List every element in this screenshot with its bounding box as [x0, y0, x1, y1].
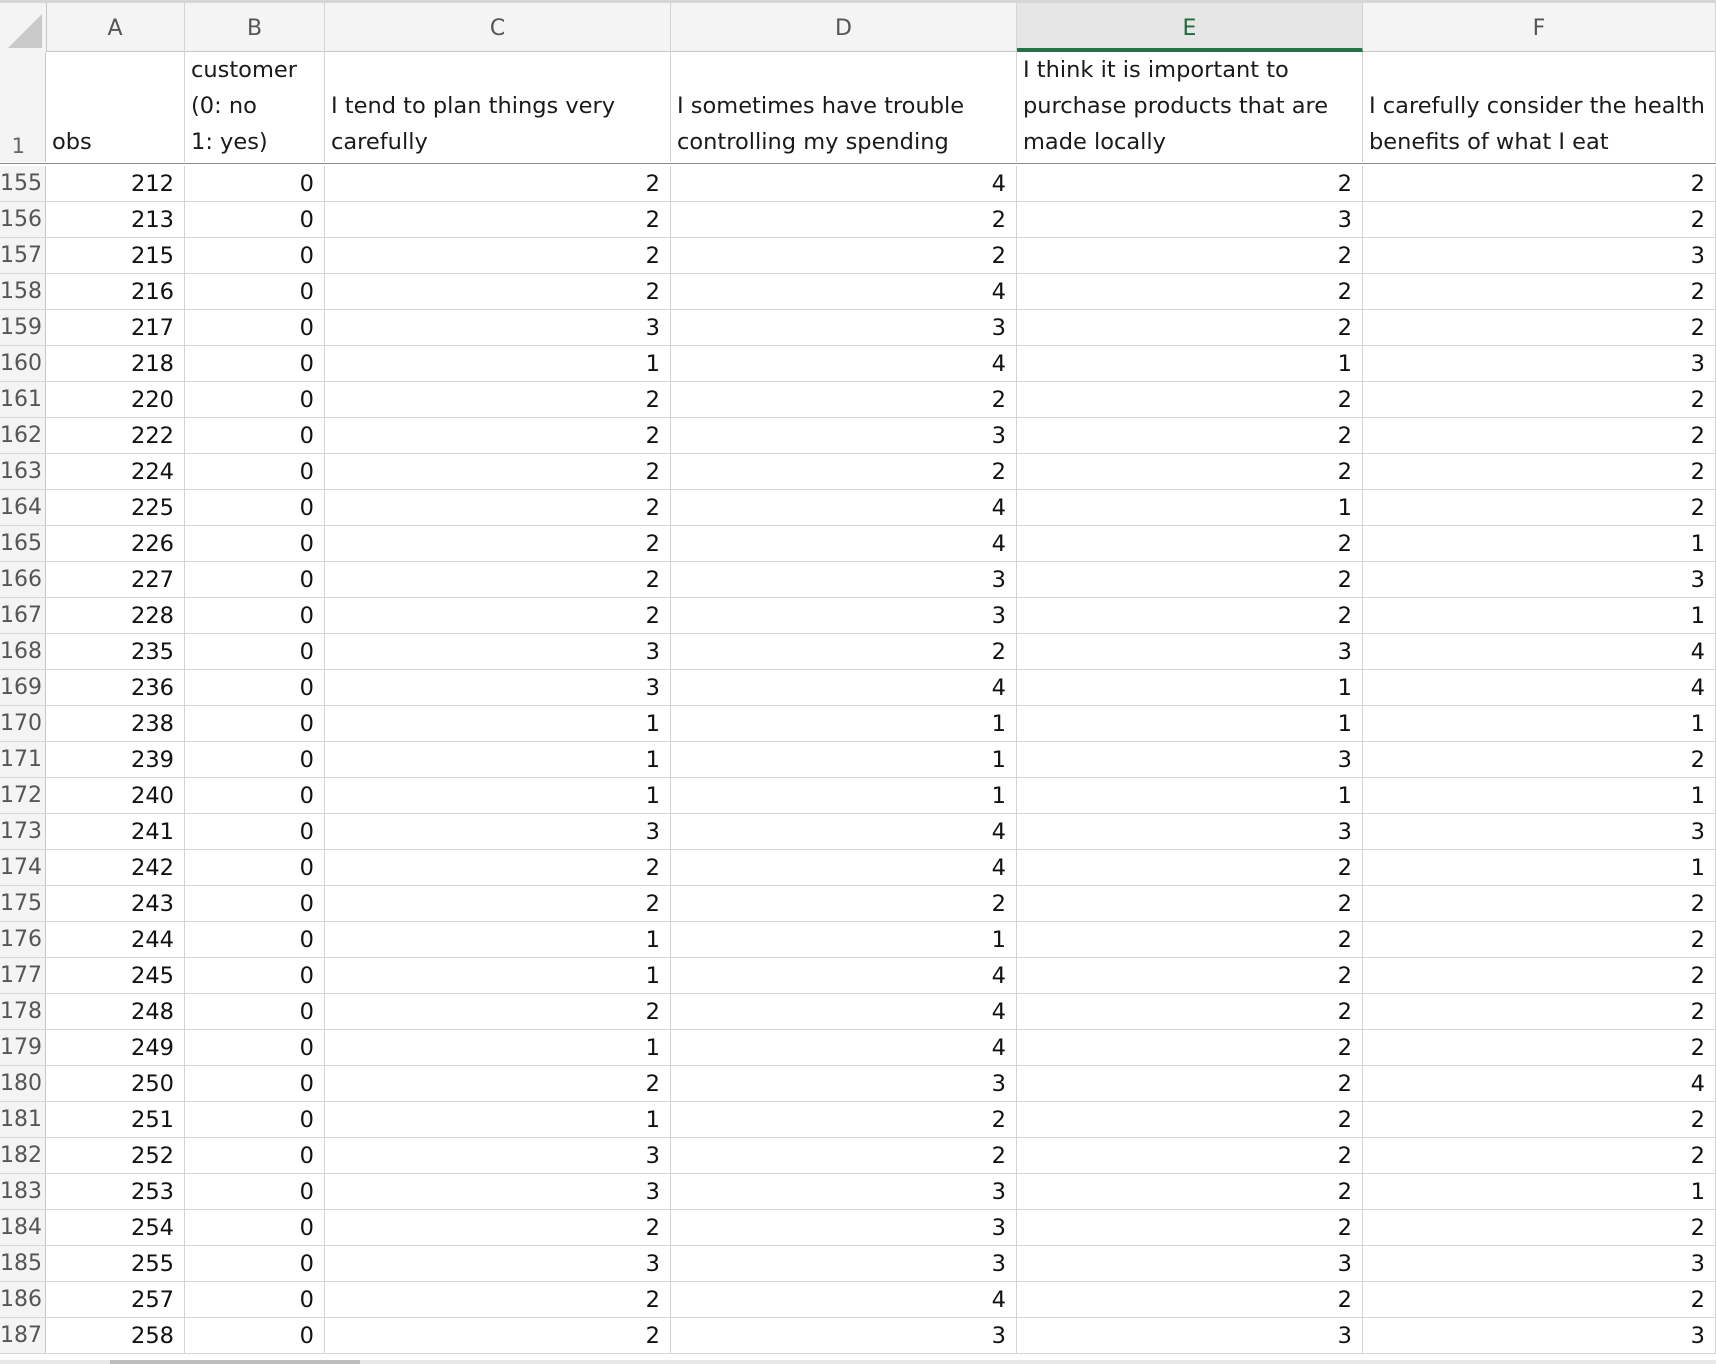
cell-f[interactable]: 2 [1363, 1030, 1716, 1065]
table-row [0, 526, 1716, 562]
cell-b[interactable]: 0 [185, 238, 325, 273]
cell-d[interactable]: 1 [671, 922, 1017, 957]
row-number[interactable]: 158 [0, 274, 46, 309]
cell-c[interactable]: 2 [325, 1210, 671, 1245]
cell-e[interactable]: 2 [1017, 274, 1363, 309]
cell-b[interactable]: 0 [185, 310, 325, 345]
table-row [0, 454, 1716, 490]
cell-c[interactable]: 2 [325, 238, 671, 273]
cell-c[interactable]: 1 [325, 922, 671, 957]
cell-c[interactable]: 1 [325, 742, 671, 777]
cell-a[interactable]: 243 [46, 886, 185, 921]
cell-e[interactable]: 2 [1017, 1030, 1363, 1065]
cell-f[interactable]: 3 [1363, 1318, 1716, 1353]
cell-b[interactable]: 0 [185, 346, 325, 381]
row-number[interactable]: 173 [0, 814, 46, 849]
cell-f[interactable]: 1 [1363, 850, 1716, 885]
cell-d[interactable]: 4 [671, 274, 1017, 309]
row-number[interactable]: 179 [0, 1030, 46, 1065]
row-number[interactable]: 180 [0, 1066, 46, 1101]
cell-d[interactable]: 3 [671, 1246, 1017, 1281]
cell-c[interactable]: 2 [325, 202, 671, 237]
cell-d[interactable]: 4 [671, 994, 1017, 1029]
select-all-corner[interactable] [0, 3, 47, 52]
column-header-c[interactable]: C [325, 3, 671, 52]
cell-c[interactable]: 2 [325, 490, 671, 525]
cell-e[interactable]: 2 [1017, 1138, 1363, 1173]
table-row [0, 994, 1716, 1030]
cell-c[interactable]: 2 [325, 994, 671, 1029]
cell-d[interactable]: 4 [671, 166, 1017, 201]
cell-a[interactable]: 258 [46, 1318, 185, 1353]
header-text-line: carefully [331, 129, 428, 155]
select-all-icon [8, 14, 42, 48]
table-row [0, 562, 1716, 598]
row-number[interactable]: 165 [0, 526, 46, 561]
cell-a[interactable]: 228 [46, 598, 185, 633]
header-text-line: (0: no [191, 93, 257, 119]
cell-f[interactable]: 1 [1363, 598, 1716, 633]
header-text-line: I carefully consider the health [1369, 93, 1705, 119]
cell-e[interactable]: 1 [1017, 778, 1363, 813]
table-row [0, 238, 1716, 274]
table-row [0, 1318, 1716, 1354]
cell-e[interactable]: 2 [1017, 382, 1363, 417]
cell-f[interactable]: 2 [1363, 922, 1716, 957]
cell-d[interactable]: 3 [671, 310, 1017, 345]
cell-f[interactable]: 3 [1363, 562, 1716, 597]
cell-a[interactable]: 250 [46, 1066, 185, 1101]
cell-f[interactable]: 2 [1363, 310, 1716, 345]
header-text-line: purchase products that are [1023, 93, 1329, 119]
cell-d[interactable]: 4 [671, 1030, 1017, 1065]
cell-f[interactable]: 2 [1363, 958, 1716, 993]
cell-c[interactable]: 2 [325, 850, 671, 885]
cell-b[interactable]: 0 [185, 742, 325, 777]
cell-c[interactable]: 1 [325, 1102, 671, 1137]
cell-d[interactable]: 4 [671, 670, 1017, 705]
table-row [0, 1282, 1716, 1318]
cell-b[interactable]: 0 [185, 382, 325, 417]
cell-b[interactable]: 0 [185, 202, 325, 237]
column-header-bar [0, 0, 1716, 52]
header-text-line: made locally [1023, 129, 1166, 155]
cell-a[interactable]: 226 [46, 526, 185, 561]
cell-f[interactable]: 1 [1363, 1174, 1716, 1209]
cell-a[interactable]: 242 [46, 850, 185, 885]
cell-f[interactable]: 3 [1363, 238, 1716, 273]
row-number[interactable]: 155 [0, 166, 46, 201]
cell-d[interactable]: 3 [671, 562, 1017, 597]
cell-a[interactable]: 238 [46, 706, 185, 741]
cell-f[interactable]: 1 [1363, 778, 1716, 813]
table-row [0, 1210, 1716, 1246]
cell-b[interactable]: 0 [185, 490, 325, 525]
cell-b[interactable]: 0 [185, 1210, 325, 1245]
cell-c[interactable]: 1 [325, 958, 671, 993]
cell-f[interactable]: 4 [1363, 670, 1716, 705]
row-number[interactable]: 183 [0, 1174, 46, 1209]
cell-d[interactable]: 3 [671, 418, 1017, 453]
cell-e[interactable]: 2 [1017, 598, 1363, 633]
row-number[interactable]: 166 [0, 562, 46, 597]
row-number[interactable]: 177 [0, 958, 46, 993]
cell-e[interactable]: 2 [1017, 310, 1363, 345]
cell-e[interactable]: 3 [1017, 1318, 1363, 1353]
cell-a[interactable]: 239 [46, 742, 185, 777]
header-text-line: obs [52, 129, 92, 155]
cell-d[interactable]: 2 [671, 1102, 1017, 1137]
cell-d[interactable]: 1 [671, 706, 1017, 741]
row-number[interactable]: 186 [0, 1282, 46, 1317]
table-row [0, 1138, 1716, 1174]
header-cell-d[interactable] [671, 52, 1017, 162]
cell-d[interactable]: 1 [671, 742, 1017, 777]
cell-e[interactable]: 3 [1017, 742, 1363, 777]
cell-c[interactable]: 2 [325, 886, 671, 921]
cell-b[interactable]: 0 [185, 166, 325, 201]
cell-b[interactable]: 0 [185, 562, 325, 597]
cell-e[interactable]: 2 [1017, 994, 1363, 1029]
cell-e[interactable]: 2 [1017, 526, 1363, 561]
cell-c[interactable]: 3 [325, 814, 671, 849]
cell-b[interactable]: 0 [185, 1066, 325, 1101]
row-number[interactable]: 169 [0, 670, 46, 705]
cell-a[interactable]: 244 [46, 922, 185, 957]
row-number[interactable]: 167 [0, 598, 46, 633]
cell-a[interactable]: 224 [46, 454, 185, 489]
row-number[interactable]: 164 [0, 490, 46, 525]
cell-a[interactable]: 215 [46, 238, 185, 273]
cell-c[interactable]: 1 [325, 1030, 671, 1065]
cell-b[interactable]: 0 [185, 1138, 325, 1173]
cell-d[interactable]: 2 [671, 634, 1017, 669]
header-cell-b[interactable] [185, 52, 325, 162]
cell-c[interactable]: 1 [325, 346, 671, 381]
cell-f[interactable]: 2 [1363, 1210, 1716, 1245]
cell-a[interactable]: 248 [46, 994, 185, 1029]
cell-d[interactable]: 4 [671, 526, 1017, 561]
cell-b[interactable]: 0 [185, 814, 325, 849]
table-row [0, 418, 1716, 454]
header-cell-a[interactable] [46, 52, 185, 162]
cell-a[interactable]: 212 [46, 166, 185, 201]
row-number-header[interactable]: 1 [0, 52, 46, 162]
cell-d[interactable]: 2 [671, 454, 1017, 489]
cell-c[interactable]: 3 [325, 670, 671, 705]
cell-b[interactable]: 0 [185, 634, 325, 669]
cell-e[interactable]: 2 [1017, 562, 1363, 597]
cell-e[interactable]: 2 [1017, 418, 1363, 453]
cell-d[interactable]: 3 [671, 598, 1017, 633]
cell-c[interactable]: 2 [325, 598, 671, 633]
table-row [0, 274, 1716, 310]
row-number[interactable]: 181 [0, 1102, 46, 1137]
cell-b[interactable]: 0 [185, 670, 325, 705]
cell-c[interactable]: 3 [325, 1174, 671, 1209]
row-number[interactable]: 163 [0, 454, 46, 489]
cell-e[interactable]: 2 [1017, 850, 1363, 885]
table-row [0, 346, 1716, 382]
cell-c[interactable]: 2 [325, 526, 671, 561]
cell-a[interactable]: 257 [46, 1282, 185, 1317]
cell-d[interactable]: 4 [671, 814, 1017, 849]
table-row [0, 634, 1716, 670]
table-row [0, 1030, 1716, 1066]
cell-a[interactable]: 245 [46, 958, 185, 993]
column-header-f[interactable]: F [1363, 3, 1716, 52]
cell-b[interactable]: 0 [185, 778, 325, 813]
cell-d[interactable]: 2 [671, 202, 1017, 237]
row-number[interactable]: 175 [0, 886, 46, 921]
cell-e[interactable]: 2 [1017, 166, 1363, 201]
cell-a[interactable]: 253 [46, 1174, 185, 1209]
cell-e[interactable]: 3 [1017, 202, 1363, 237]
cell-f[interactable]: 2 [1363, 994, 1716, 1029]
cell-a[interactable]: 235 [46, 634, 185, 669]
cell-a[interactable]: 217 [46, 310, 185, 345]
cell-b[interactable]: 0 [185, 706, 325, 741]
cell-d[interactable]: 3 [671, 1174, 1017, 1209]
cell-f[interactable]: 2 [1363, 418, 1716, 453]
cell-d[interactable]: 2 [671, 238, 1017, 273]
cell-a[interactable]: 218 [46, 346, 185, 381]
cell-a[interactable]: 249 [46, 1030, 185, 1065]
cell-f[interactable]: 2 [1363, 1282, 1716, 1317]
cell-c[interactable]: 2 [325, 1282, 671, 1317]
cell-c[interactable]: 1 [325, 778, 671, 813]
table-row [0, 814, 1716, 850]
cell-b[interactable]: 0 [185, 598, 325, 633]
cell-e[interactable]: 3 [1017, 1246, 1363, 1281]
table-row [0, 706, 1716, 742]
table-row [0, 958, 1716, 994]
column-header-a[interactable]: A [46, 3, 185, 52]
row-number[interactable]: 176 [0, 922, 46, 957]
table-row [0, 166, 1716, 202]
table-row [0, 1066, 1716, 1102]
cell-f[interactable]: 3 [1363, 814, 1716, 849]
cell-a[interactable]: 254 [46, 1210, 185, 1245]
cell-b[interactable]: 0 [185, 1102, 325, 1137]
cell-b[interactable]: 0 [185, 958, 325, 993]
cell-b[interactable]: 0 [185, 526, 325, 561]
cell-b[interactable]: 0 [185, 850, 325, 885]
table-row [0, 670, 1716, 706]
cell-d[interactable]: 2 [671, 886, 1017, 921]
row-number[interactable]: 182 [0, 1138, 46, 1173]
cell-f[interactable]: 1 [1363, 526, 1716, 561]
cell-e[interactable]: 2 [1017, 1282, 1363, 1317]
cell-c[interactable]: 3 [325, 634, 671, 669]
table-row [0, 1102, 1716, 1138]
column-header-d[interactable]: D [671, 3, 1017, 52]
header-row [0, 52, 1716, 164]
table-row [0, 598, 1716, 634]
cell-c[interactable]: 2 [325, 166, 671, 201]
cell-a[interactable]: 213 [46, 202, 185, 237]
header-cell-f[interactable] [1363, 52, 1716, 162]
table-row [0, 886, 1716, 922]
row-number[interactable]: 187 [0, 1318, 46, 1353]
cell-c[interactable]: 2 [325, 562, 671, 597]
cell-f[interactable]: 4 [1363, 634, 1716, 669]
cell-d[interactable]: 4 [671, 958, 1017, 993]
header-text-line: 1: yes) [191, 129, 268, 155]
cell-d[interactable]: 4 [671, 1282, 1017, 1317]
cell-f[interactable]: 3 [1363, 1246, 1716, 1281]
column-header-e[interactable]: E [1017, 3, 1363, 52]
header-text-line: I tend to plan things very [331, 93, 616, 119]
cell-d[interactable]: 4 [671, 850, 1017, 885]
cell-a[interactable]: 216 [46, 274, 185, 309]
table-row [0, 382, 1716, 418]
row-number[interactable]: 157 [0, 238, 46, 273]
table-row [0, 1174, 1716, 1210]
cell-e[interactable]: 2 [1017, 238, 1363, 273]
table-row [0, 778, 1716, 814]
row-number[interactable]: 171 [0, 742, 46, 777]
row-number[interactable]: 162 [0, 418, 46, 453]
cell-a[interactable]: 240 [46, 778, 185, 813]
row-number[interactable]: 178 [0, 994, 46, 1029]
table-row [0, 490, 1716, 526]
cell-a[interactable]: 252 [46, 1138, 185, 1173]
cell-f[interactable]: 2 [1363, 202, 1716, 237]
cell-e[interactable]: 3 [1017, 814, 1363, 849]
row-number[interactable]: 174 [0, 850, 46, 885]
cell-a[interactable]: 227 [46, 562, 185, 597]
cell-b[interactable]: 0 [185, 1174, 325, 1209]
cell-b[interactable]: 0 [185, 922, 325, 957]
cell-b[interactable]: 0 [185, 1282, 325, 1317]
cell-b[interactable]: 0 [185, 886, 325, 921]
table-row [0, 1246, 1716, 1282]
cell-d[interactable]: 4 [671, 490, 1017, 525]
row-number[interactable]: 156 [0, 202, 46, 237]
cell-f[interactable]: 2 [1363, 454, 1716, 489]
cell-e[interactable]: 1 [1017, 346, 1363, 381]
header-text-line: I think it is important to [1023, 57, 1289, 83]
cell-c[interactable]: 2 [325, 454, 671, 489]
cell-b[interactable]: 0 [185, 1318, 325, 1353]
table-row [0, 202, 1716, 238]
row-number[interactable]: 159 [0, 310, 46, 345]
table-row [0, 922, 1716, 958]
cell-e[interactable]: 3 [1017, 634, 1363, 669]
row-number[interactable]: 185 [0, 1246, 46, 1281]
cell-c[interactable]: 1 [325, 706, 671, 741]
cell-a[interactable]: 220 [46, 382, 185, 417]
cell-b[interactable]: 0 [185, 454, 325, 489]
header-text-line: controlling my spending [677, 129, 949, 155]
row-number[interactable]: 160 [0, 346, 46, 381]
cell-b[interactable]: 0 [185, 418, 325, 453]
cell-e[interactable]: 2 [1017, 1102, 1363, 1137]
row-number[interactable]: 168 [0, 634, 46, 669]
cell-c[interactable]: 3 [325, 310, 671, 345]
cell-f[interactable]: 2 [1363, 1138, 1716, 1173]
cell-b[interactable]: 0 [185, 1246, 325, 1281]
cell-f[interactable]: 2 [1363, 742, 1716, 777]
cell-a[interactable]: 241 [46, 814, 185, 849]
cell-e[interactable]: 2 [1017, 886, 1363, 921]
cell-d[interactable]: 3 [671, 1066, 1017, 1101]
table-row [0, 742, 1716, 778]
cell-f[interactable]: 2 [1363, 166, 1716, 201]
cell-d[interactable]: 2 [671, 1138, 1017, 1173]
column-header-b[interactable]: B [185, 3, 325, 52]
row-number[interactable]: 184 [0, 1210, 46, 1245]
header-cell-e[interactable] [1017, 52, 1363, 162]
cell-f[interactable]: 2 [1363, 274, 1716, 309]
cell-d[interactable]: 3 [671, 1210, 1017, 1245]
cell-d[interactable]: 3 [671, 1318, 1017, 1353]
cell-a[interactable]: 222 [46, 418, 185, 453]
cell-f[interactable]: 2 [1363, 490, 1716, 525]
header-text-line: I sometimes have trouble [677, 93, 965, 119]
cell-e[interactable]: 2 [1017, 454, 1363, 489]
header-text-line: benefits of what I eat [1369, 129, 1609, 155]
row-number[interactable]: 170 [0, 706, 46, 741]
cell-f[interactable]: 3 [1363, 346, 1716, 381]
cell-c[interactable]: 2 [325, 274, 671, 309]
cell-c[interactable]: 3 [325, 1246, 671, 1281]
header-text-line: customer [191, 57, 297, 83]
cell-c[interactable]: 3 [325, 1138, 671, 1173]
cell-a[interactable]: 251 [46, 1102, 185, 1137]
cell-f[interactable]: 2 [1363, 382, 1716, 417]
header-cell-c[interactable] [325, 52, 671, 162]
cell-a[interactable]: 225 [46, 490, 185, 525]
cell-e[interactable]: 1 [1017, 670, 1363, 705]
cell-f[interactable]: 2 [1363, 886, 1716, 921]
cell-b[interactable]: 0 [185, 1030, 325, 1065]
cell-e[interactable]: 2 [1017, 1174, 1363, 1209]
scrollbar-thumb[interactable] [110, 1360, 360, 1364]
cell-c[interactable]: 2 [325, 382, 671, 417]
cell-b[interactable]: 0 [185, 994, 325, 1029]
cell-f[interactable]: 1 [1363, 706, 1716, 741]
cell-e[interactable]: 2 [1017, 958, 1363, 993]
cell-c[interactable]: 2 [325, 1318, 671, 1353]
table-row [0, 850, 1716, 886]
cell-f[interactable]: 2 [1363, 1102, 1716, 1137]
cell-d[interactable]: 4 [671, 346, 1017, 381]
cell-f[interactable]: 4 [1363, 1066, 1716, 1101]
cell-e[interactable]: 2 [1017, 1210, 1363, 1245]
cell-e[interactable]: 1 [1017, 706, 1363, 741]
cell-c[interactable]: 2 [325, 1066, 671, 1101]
cell-c[interactable]: 2 [325, 418, 671, 453]
cell-d[interactable]: 2 [671, 382, 1017, 417]
table-row [0, 310, 1716, 346]
cell-b[interactable]: 0 [185, 274, 325, 309]
cell-e[interactable]: 2 [1017, 922, 1363, 957]
cell-e[interactable]: 2 [1017, 1066, 1363, 1101]
cell-e[interactable]: 1 [1017, 490, 1363, 525]
row-number[interactable]: 172 [0, 778, 46, 813]
cell-a[interactable]: 236 [46, 670, 185, 705]
cell-a[interactable]: 255 [46, 1246, 185, 1281]
cell-d[interactable]: 1 [671, 778, 1017, 813]
row-number[interactable]: 161 [0, 382, 46, 417]
